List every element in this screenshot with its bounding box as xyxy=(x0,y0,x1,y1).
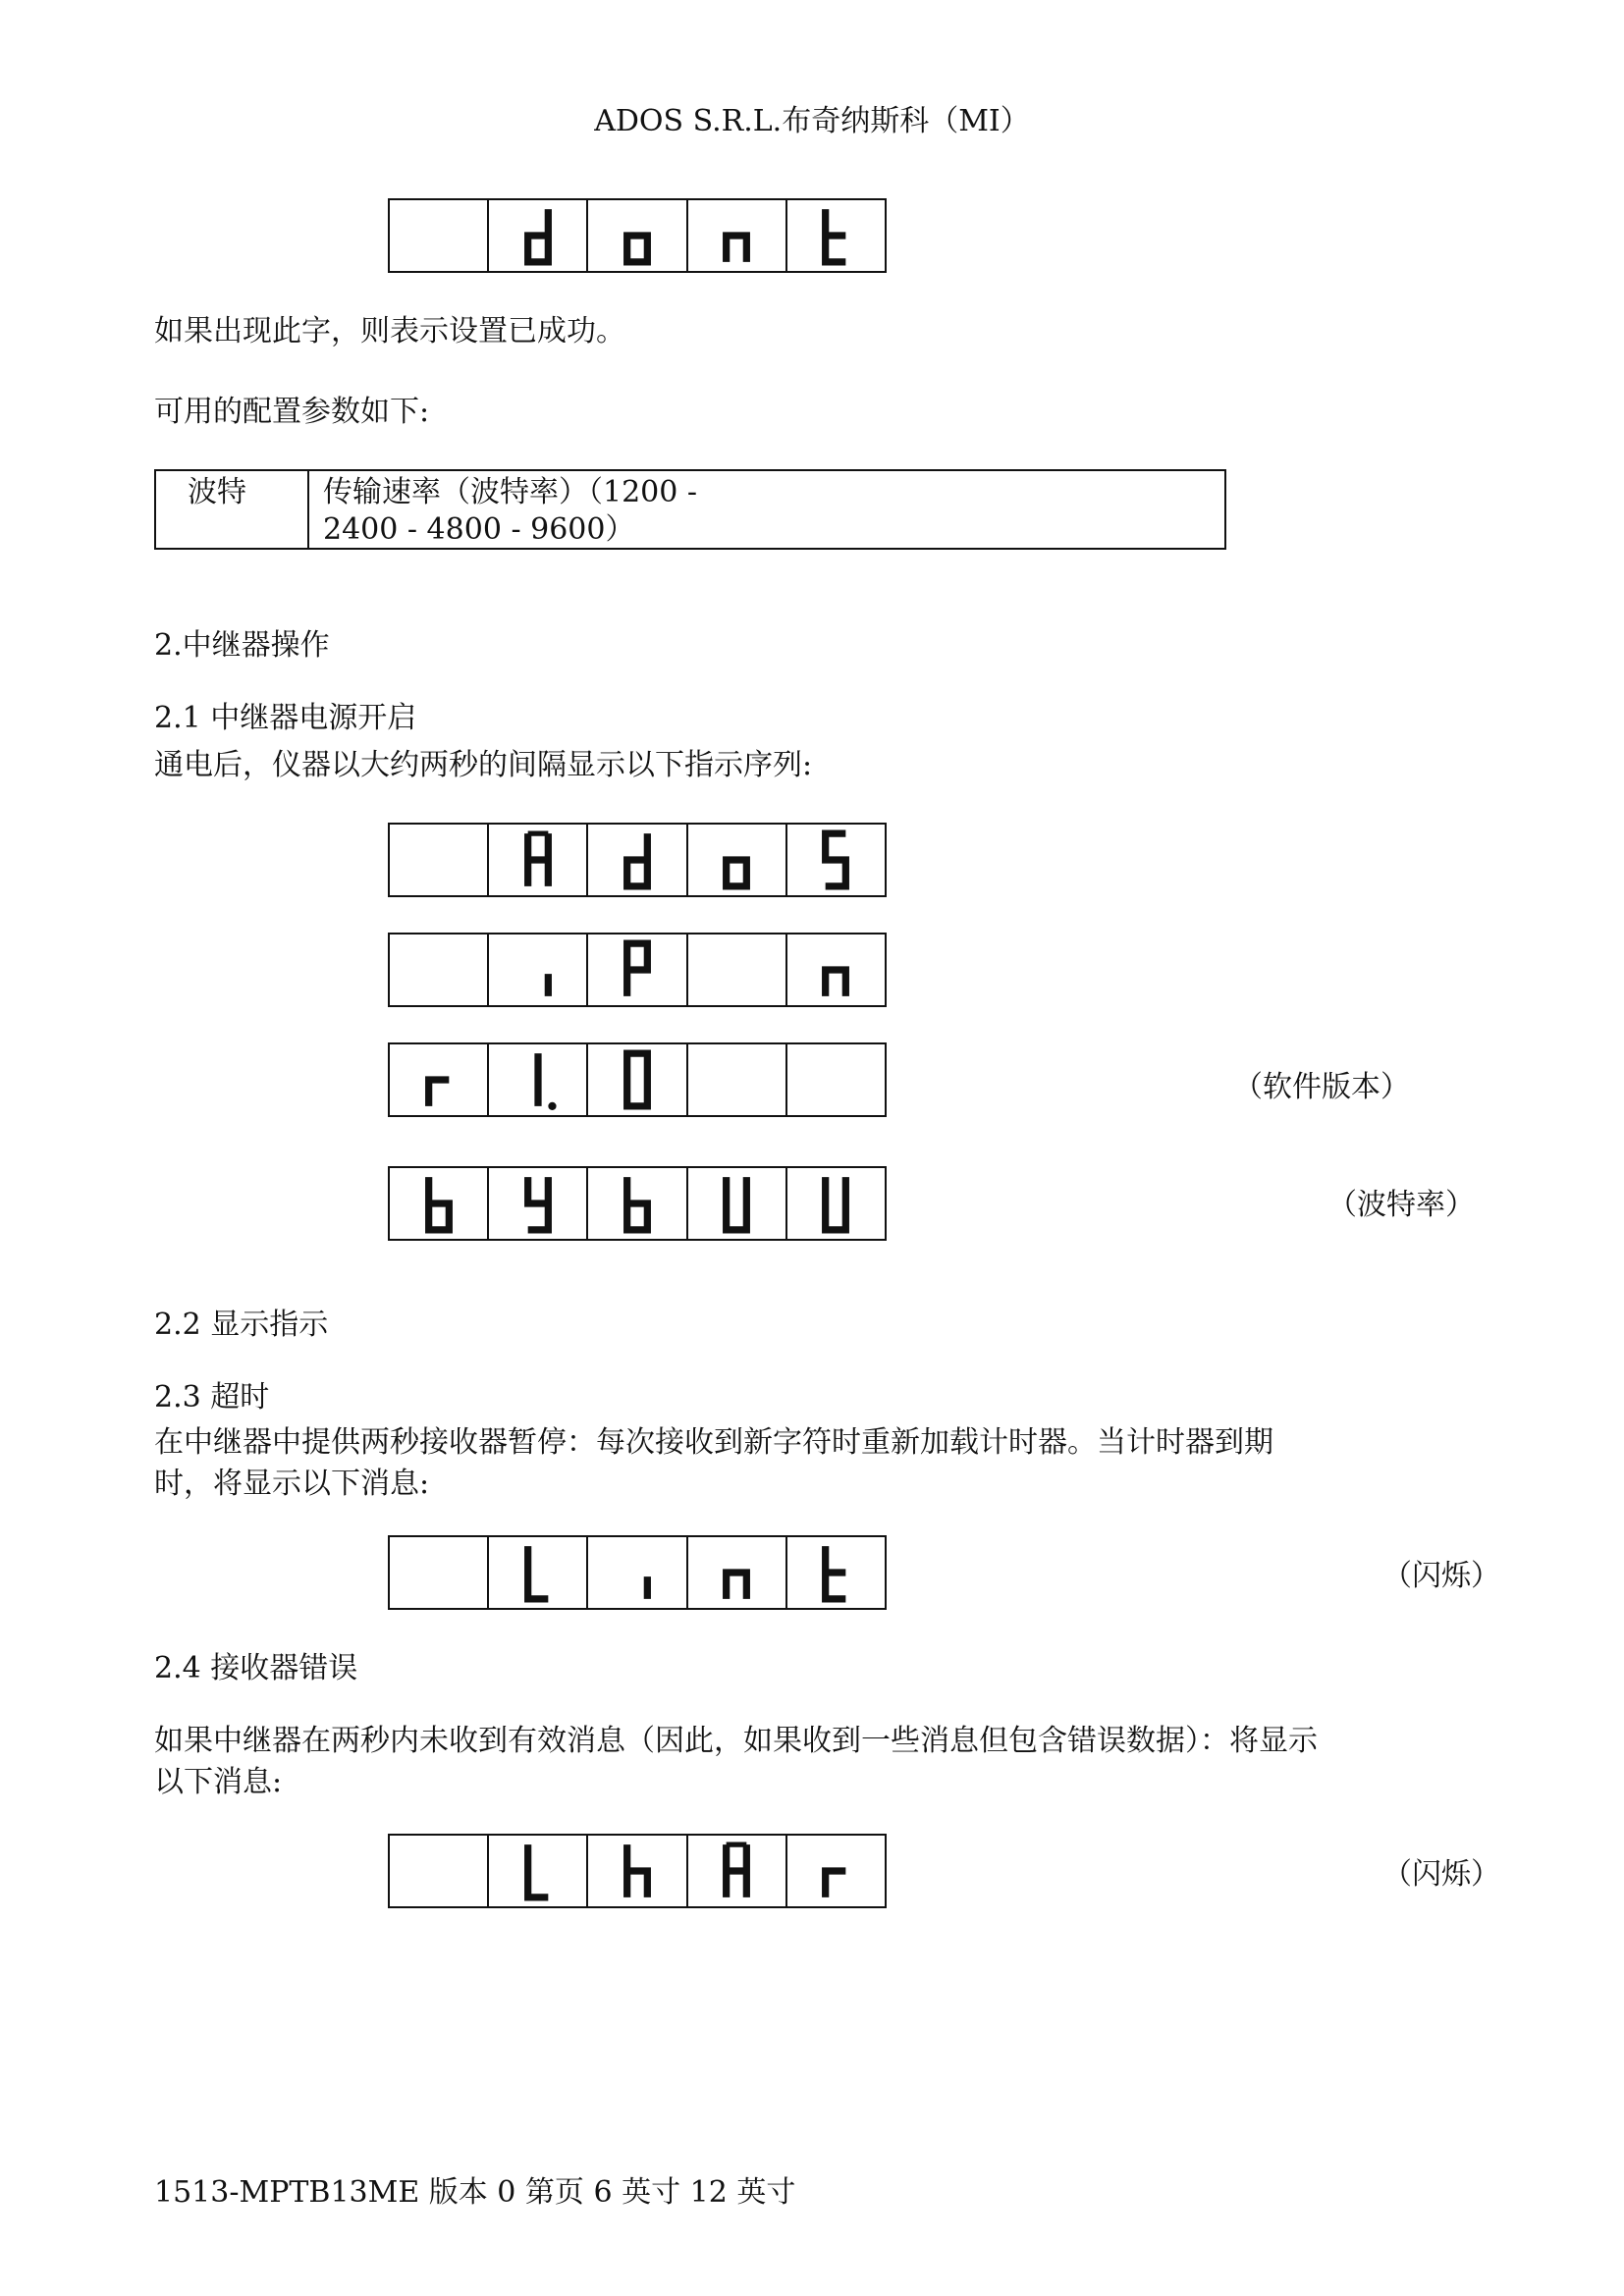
lcd-cell-empty xyxy=(785,1044,885,1115)
lcd-display-ipn xyxy=(388,933,887,1007)
lcd-char-i xyxy=(487,934,586,1005)
lcd-char-d xyxy=(586,825,685,895)
lcd-char-L xyxy=(487,1537,586,1608)
lcd-char-U xyxy=(686,1168,785,1239)
section-2-3-text-line1: 在中继器中提供两秒接收器暂停：每次接收到新字符时重新加载计时器。当计时器到期 xyxy=(154,1425,1273,1460)
lcd-display-hdos xyxy=(388,823,887,897)
lcd-char-H xyxy=(686,1836,785,1906)
config-desc-line2: 2400 - 4800 - 9600） xyxy=(323,512,635,547)
lcd-char-y xyxy=(487,1168,586,1239)
config-desc-line1: 传输速率（波特率）（1200 - xyxy=(323,475,698,509)
para-config: 可用的配置参数如下: xyxy=(154,395,430,429)
lcd-display-lint xyxy=(388,1535,887,1610)
lcd-cell-empty xyxy=(390,1836,487,1906)
lcd-cell-empty xyxy=(390,200,487,271)
lcd-char-n xyxy=(785,934,885,1005)
lcd-char-U xyxy=(785,1168,885,1239)
lcd-char-o xyxy=(686,825,785,895)
note-software-version: （软件版本） xyxy=(1233,1070,1410,1104)
lcd-display-dont xyxy=(388,198,887,273)
lcd-char-r xyxy=(390,1044,487,1115)
lcd-char-o xyxy=(586,200,685,271)
lcd-char-r xyxy=(785,1836,885,1906)
lcd-cell-empty xyxy=(390,825,487,895)
lcd-char-h xyxy=(586,1836,685,1906)
note-baud-rate: （波特率） xyxy=(1327,1188,1475,1222)
note-timeout-blinking: （闪烁） xyxy=(1382,1559,1500,1593)
lcd-char-t xyxy=(785,1537,885,1608)
lcd-char-1-dot xyxy=(487,1044,586,1115)
lcd-display-bybuu xyxy=(388,1166,887,1241)
section-2-2-title: 2.2 显示指示 xyxy=(154,1308,329,1342)
section-2-4-text-line2: 以下消息: xyxy=(154,1765,283,1799)
para-success: 如果出现此字，则表示设置已成功。 xyxy=(154,314,625,348)
lcd-char-n xyxy=(686,200,785,271)
section-2-3-text-line2: 时，将显示以下消息: xyxy=(154,1467,430,1501)
lcd-char-H xyxy=(487,825,586,895)
lcd-char-d xyxy=(487,200,586,271)
page-header: ADOS S.R.L.布奇纳斯科（MI） xyxy=(594,104,1030,138)
lcd-display-r10 xyxy=(388,1042,887,1117)
lcd-char-b xyxy=(390,1168,487,1239)
lcd-char-i xyxy=(586,1537,685,1608)
lcd-cell-empty xyxy=(686,934,785,1005)
lcd-display-lhhr xyxy=(388,1834,887,1908)
lcd-char-L xyxy=(487,1836,586,1906)
lcd-cell-empty xyxy=(686,1044,785,1115)
lcd-cell-empty xyxy=(390,1537,487,1608)
lcd-char-b xyxy=(586,1168,685,1239)
lcd-char-S xyxy=(785,825,885,895)
section-2-3-title: 2.3 超时 xyxy=(154,1380,270,1415)
lcd-char-n xyxy=(686,1537,785,1608)
lcd-char-t xyxy=(785,200,885,271)
page-footer: 1513-MPTB13ME 版本 0 第页 6 英寸 12 英寸 xyxy=(154,2175,796,2210)
lcd-char-P xyxy=(586,934,685,1005)
section-2-4-title: 2.4 接收器错误 xyxy=(154,1651,358,1685)
config-param-cell xyxy=(156,471,309,548)
section-2-title: 2.中继器操作 xyxy=(154,628,330,663)
config-table xyxy=(154,469,1226,550)
config-param-label: 波特 xyxy=(188,475,246,509)
lcd-cell-empty xyxy=(390,934,487,1005)
lcd-char-0 xyxy=(586,1044,685,1115)
section-2-4-text-line1: 如果中继器在两秒内未收到有效消息（因此，如果收到一些消息但包含错误数据）：将显示 xyxy=(154,1724,1318,1758)
section-2-1-text: 通电后，仪器以大约两秒的间隔显示以下指示序列: xyxy=(154,748,813,782)
section-2-1-title: 2.1 中继器电源开启 xyxy=(154,701,417,735)
note-error-blinking: （闪烁） xyxy=(1382,1857,1500,1892)
